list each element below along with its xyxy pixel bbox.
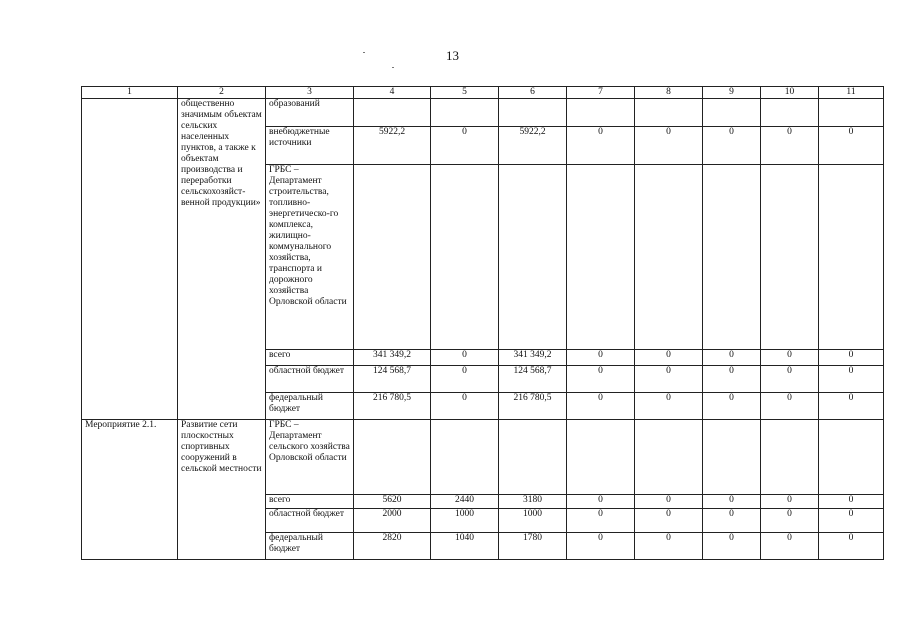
column-header: 4 [354, 87, 431, 99]
column-header: 3 [266, 87, 354, 99]
column-header: 6 [499, 87, 567, 99]
value-cell: 124 568,7 [354, 366, 431, 393]
value-cell [703, 165, 761, 350]
value-cell [761, 420, 819, 495]
value-cell: 1000 [431, 509, 499, 533]
value-cell: 0 [431, 127, 499, 165]
value-cell: 0 [819, 495, 884, 509]
value-cell: 2820 [354, 533, 431, 560]
value-cell [703, 99, 761, 127]
value-cell [567, 420, 635, 495]
value-cell: 0 [819, 127, 884, 165]
column-header: 11 [819, 87, 884, 99]
source-cell: образований [266, 99, 354, 127]
value-cell: 0 [819, 533, 884, 560]
value-cell [431, 99, 499, 127]
value-cell: 1780 [499, 533, 567, 560]
value-cell: 3180 [499, 495, 567, 509]
value-cell [635, 165, 703, 350]
value-cell [354, 420, 431, 495]
value-cell: 0 [635, 533, 703, 560]
value-cell: 341 349,2 [499, 350, 567, 366]
value-cell [567, 165, 635, 350]
value-cell: 0 [819, 509, 884, 533]
value-cell: 341 349,2 [354, 350, 431, 366]
source-cell: внебюджетные источники [266, 127, 354, 165]
value-cell [499, 165, 567, 350]
value-cell: 0 [703, 509, 761, 533]
source-cell: ГРБС – Департамент сельского хозяйства Орловской области [266, 420, 354, 495]
column-header: 5 [431, 87, 499, 99]
value-cell [635, 99, 703, 127]
header-row [82, 87, 884, 99]
source-cell: федеральный бюджет [266, 393, 354, 420]
table-row [82, 99, 884, 127]
value-cell: 124 568,7 [499, 366, 567, 393]
value-cell: 0 [703, 495, 761, 509]
scan-speck [363, 52, 365, 53]
value-cell [499, 99, 567, 127]
column-header: 7 [567, 87, 635, 99]
value-cell: 1000 [499, 509, 567, 533]
measure-cell: Мероприятие 2.1. [82, 420, 178, 560]
value-cell: 2440 [431, 495, 499, 509]
budget-table [81, 86, 884, 560]
value-cell: 0 [635, 495, 703, 509]
value-cell: 216 780,5 [354, 393, 431, 420]
value-cell: 0 [761, 127, 819, 165]
source-cell: федеральный бюджет [266, 533, 354, 560]
value-cell: 1040 [431, 533, 499, 560]
value-cell: 0 [703, 393, 761, 420]
value-cell: 0 [567, 533, 635, 560]
value-cell: 0 [431, 350, 499, 366]
value-cell: 0 [703, 127, 761, 165]
description-cell: общественно значимым объектам сельских населенных пунктов, а также к объектам производства и переработки сельскохозяйст-венной продукции» [178, 99, 266, 420]
value-cell [819, 420, 884, 495]
page-number: 13 [446, 48, 459, 63]
value-cell [761, 99, 819, 127]
value-cell [431, 165, 499, 350]
value-cell: 216 780,5 [499, 393, 567, 420]
source-cell: всего [266, 350, 354, 366]
value-cell [567, 99, 635, 127]
value-cell: 0 [635, 366, 703, 393]
value-cell: 0 [761, 366, 819, 393]
value-cell: 0 [567, 509, 635, 533]
value-cell: 0 [819, 393, 884, 420]
value-cell: 0 [635, 509, 703, 533]
value-cell [354, 165, 431, 350]
value-cell [635, 420, 703, 495]
value-cell: 0 [819, 350, 884, 366]
source-cell: всего [266, 495, 354, 509]
value-cell: 0 [761, 509, 819, 533]
value-cell: 0 [761, 533, 819, 560]
value-cell: 0 [819, 366, 884, 393]
column-header: 1 [82, 87, 178, 99]
value-cell: 0 [567, 366, 635, 393]
value-cell: 0 [431, 393, 499, 420]
value-cell: 5922,2 [354, 127, 431, 165]
value-cell [761, 165, 819, 350]
value-cell [499, 420, 567, 495]
value-cell: 0 [761, 495, 819, 509]
source-cell: ГРБС – Департамент строительства, топливно-энергетическо-го комплекса, жилищно-коммунального хозяйства, транспорта и дорожного хозяйства Орловской области [266, 165, 354, 350]
scan-speck [392, 67, 394, 68]
value-cell: 0 [635, 127, 703, 165]
value-cell: 5922,2 [499, 127, 567, 165]
value-cell [819, 99, 884, 127]
source-cell: областной бюджет [266, 366, 354, 393]
value-cell: 0 [431, 366, 499, 393]
value-cell [819, 165, 884, 350]
value-cell: 0 [703, 350, 761, 366]
measure-cell [82, 99, 178, 420]
value-cell [354, 99, 431, 127]
value-cell [431, 420, 499, 495]
value-cell: 0 [703, 533, 761, 560]
table-row [82, 420, 884, 495]
value-cell: 0 [761, 393, 819, 420]
value-cell: 0 [567, 393, 635, 420]
column-header: 2 [178, 87, 266, 99]
value-cell: 2000 [354, 509, 431, 533]
source-cell: областной бюджет [266, 509, 354, 533]
column-header: 8 [635, 87, 703, 99]
value-cell: 0 [703, 366, 761, 393]
value-cell: 0 [567, 127, 635, 165]
value-cell: 0 [761, 350, 819, 366]
value-cell: 0 [567, 495, 635, 509]
column-header: 10 [761, 87, 819, 99]
value-cell: 0 [635, 350, 703, 366]
value-cell: 0 [635, 393, 703, 420]
value-cell: 0 [567, 350, 635, 366]
description-cell: Развитие сети плоскостных спортивных сооружений в сельской местности [178, 420, 266, 560]
value-cell: 5620 [354, 495, 431, 509]
value-cell [703, 420, 761, 495]
column-header: 9 [703, 87, 761, 99]
